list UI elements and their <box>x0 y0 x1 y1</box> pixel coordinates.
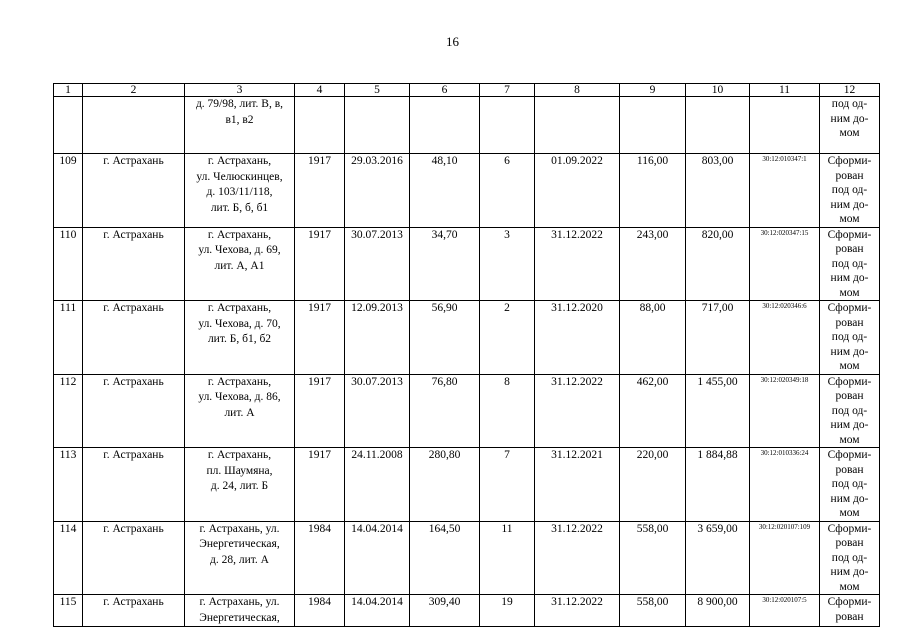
address-line: лит. А <box>224 406 255 419</box>
cell-address <box>185 448 295 522</box>
cell-date2 <box>535 97 620 154</box>
header-cell: 10 <box>686 84 750 97</box>
cell-status <box>820 301 880 375</box>
status-line: мом <box>839 360 860 372</box>
table-row <box>54 301 880 375</box>
cell-date1 <box>345 97 410 154</box>
status-line: Сформи- <box>827 375 872 388</box>
header-cell: 3 <box>185 84 295 97</box>
header-cell: 5 <box>345 84 410 97</box>
cell-cadastral: 30:12:020349:18 <box>750 374 820 448</box>
status-line: ним до- <box>830 272 869 284</box>
address-line: г. Астрахань, <box>207 302 272 314</box>
address-line: д. 103/11/118, <box>206 186 273 198</box>
address-line: в1, в2 <box>225 113 254 126</box>
status-line: Сформи- <box>827 522 872 535</box>
cell-address <box>185 301 295 375</box>
status-line: Сформи- <box>827 449 872 461</box>
status-line: под од- <box>831 404 868 417</box>
cell-area3 <box>686 97 750 154</box>
header-cell: 12 <box>820 84 880 97</box>
cell-area2: 243,00 <box>620 227 686 301</box>
status-line: ним до- <box>830 419 869 431</box>
status-line: мом <box>839 507 860 519</box>
cell-year: 1917 <box>295 154 345 228</box>
cell-area <box>410 97 480 154</box>
cell-count: 19 <box>480 595 535 627</box>
status-line: мом <box>839 213 860 225</box>
cell-cadastral: 30:12:010347:1 <box>750 154 820 228</box>
status-line: ним до- <box>830 112 869 125</box>
header-cell: 1 <box>54 84 83 97</box>
status-line: Сформи- <box>827 302 872 314</box>
cell-city: г. Астрахань <box>83 521 185 595</box>
cell-area3: 1 884,88 <box>686 448 750 522</box>
cell-area: 280,80 <box>410 448 480 522</box>
cell-cadastral <box>750 97 820 154</box>
cell-area: 56,90 <box>410 301 480 375</box>
cell-area3: 8 900,00 <box>686 595 750 627</box>
cell-cadastral: 30:12:020346:6 <box>750 301 820 375</box>
cell-area: 34,70 <box>410 227 480 301</box>
header-cell: 8 <box>535 84 620 97</box>
cell-address <box>185 595 295 627</box>
cell-area: 48,10 <box>410 154 480 228</box>
cell-city: г. Астрахань <box>83 374 185 448</box>
status-line: Сформи- <box>827 228 872 241</box>
table-row <box>54 227 880 301</box>
cell-area3: 3 659,00 <box>686 521 750 595</box>
cell-number: 114 <box>54 521 83 595</box>
cell-city: г. Астрахань <box>83 301 185 375</box>
cell-city: г. Астрахань <box>83 154 185 228</box>
cell-date1: 14.04.2014 <box>345 521 410 595</box>
cell-date1: 14.04.2014 <box>345 595 410 627</box>
address-line: д. 79/98, лит. В, в, <box>195 98 284 110</box>
cell-year: 1917 <box>295 374 345 448</box>
cell-status <box>820 595 880 627</box>
cell-date1: 12.09.2013 <box>345 301 410 375</box>
status-line: мом <box>839 127 860 139</box>
status-line: Сформи- <box>827 596 872 608</box>
cell-year: 1984 <box>295 521 345 595</box>
cell-date2: 31.12.2020 <box>535 301 620 375</box>
cell-count: 3 <box>480 227 535 301</box>
cell-number: 112 <box>54 374 83 448</box>
address-line: лит. Б, б1, б2 <box>207 333 272 345</box>
header-cell: 9 <box>620 84 686 97</box>
cell-status <box>820 154 880 228</box>
cell-area3: 820,00 <box>686 227 750 301</box>
cell-number: 115 <box>54 595 83 627</box>
cell-cadastral: 30:12:020347:15 <box>750 227 820 301</box>
status-line: под од- <box>831 257 868 270</box>
cell-count: 6 <box>480 154 535 228</box>
status-line: рован <box>835 610 864 623</box>
cell-date2: 31.12.2022 <box>535 227 620 301</box>
cell-number: 110 <box>54 227 83 301</box>
housing-table <box>53 83 880 627</box>
cell-count: 7 <box>480 448 535 522</box>
address-line: г. Астрахань, ул. <box>199 596 280 608</box>
status-line: под од- <box>831 184 868 196</box>
status-line: под од- <box>831 478 868 490</box>
cell-number <box>54 97 83 154</box>
cell-status <box>820 448 880 522</box>
cell-date1: 30.07.2013 <box>345 374 410 448</box>
cell-area2: 220,00 <box>620 448 686 522</box>
status-line: мом <box>839 433 860 446</box>
cell-address <box>185 227 295 301</box>
cell-status <box>820 521 880 595</box>
status-line: мом <box>839 286 860 299</box>
cell-year <box>295 97 345 154</box>
address-line: г. Астрахань, ул. <box>199 522 280 535</box>
table-row <box>54 521 880 595</box>
address-line: г. Астрахань, <box>207 449 272 461</box>
cell-date2: 31.12.2021 <box>535 448 620 522</box>
cell-city: г. Астрахань <box>83 227 185 301</box>
cell-cadastral: 30:12:020107:109 <box>750 521 820 595</box>
status-line: под од- <box>831 98 868 110</box>
cell-address <box>185 374 295 448</box>
status-line: мом <box>839 580 860 593</box>
cell-year: 1917 <box>295 227 345 301</box>
address-line: г. Астрахань, <box>207 375 272 388</box>
cell-area: 309,40 <box>410 595 480 627</box>
cell-cadastral: 30:12:020107:5 <box>750 595 820 627</box>
cell-city: г. Астрахань <box>83 448 185 522</box>
address-line: г. Астрахань, <box>207 228 272 241</box>
header-row <box>54 84 880 97</box>
cell-status <box>820 97 880 154</box>
cell-address <box>185 97 295 154</box>
cell-date2: 01.09.2022 <box>535 154 620 228</box>
cell-address <box>185 521 295 595</box>
status-line: Сформи- <box>827 155 872 167</box>
table-row <box>54 595 880 627</box>
cell-date1: 29.03.2016 <box>345 154 410 228</box>
status-line: ним до- <box>830 345 869 358</box>
cell-area: 164,50 <box>410 521 480 595</box>
cell-year: 1917 <box>295 448 345 522</box>
cell-area: 76,80 <box>410 374 480 448</box>
status-line: ним до- <box>830 198 869 211</box>
cell-area2: 558,00 <box>620 595 686 627</box>
cell-year: 1917 <box>295 301 345 375</box>
cell-number: 111 <box>54 301 83 375</box>
cell-status <box>820 227 880 301</box>
cell-cadastral: 30:12:010336:24 <box>750 448 820 522</box>
cell-area2: 116,00 <box>620 154 686 228</box>
address-line: лит. Б, б, б1 <box>210 201 269 214</box>
cell-area3: 803,00 <box>686 154 750 228</box>
status-line: ним до- <box>830 492 869 505</box>
address-line: д. 24, лит. Б <box>210 480 269 492</box>
status-line: рован <box>835 537 864 549</box>
status-line: рован <box>835 390 864 402</box>
table-row <box>54 448 880 522</box>
cell-area2: 462,00 <box>620 374 686 448</box>
cell-area2: 558,00 <box>620 521 686 595</box>
cell-date2: 31.12.2022 <box>535 374 620 448</box>
cell-date1: 24.11.2008 <box>345 448 410 522</box>
cell-area2 <box>620 97 686 154</box>
cell-count <box>480 97 535 154</box>
cell-number: 113 <box>54 448 83 522</box>
header-cell: 6 <box>410 84 480 97</box>
status-line: рован <box>835 169 864 182</box>
cell-count: 2 <box>480 301 535 375</box>
address-line: лит. А, А1 <box>214 259 265 272</box>
address-line: ул. Чехова, д. 70, <box>198 317 281 330</box>
address-line: пл. Шаумяна, <box>206 464 273 477</box>
header-cell: 7 <box>480 84 535 97</box>
status-line: под од- <box>831 551 868 564</box>
status-line: рован <box>835 463 864 476</box>
cell-count: 8 <box>480 374 535 448</box>
cell-date2: 31.12.2022 <box>535 521 620 595</box>
address-line: ул. Челюскинцев, <box>196 170 283 183</box>
cell-area3: 717,00 <box>686 301 750 375</box>
table-row <box>54 374 880 448</box>
cell-area3: 1 455,00 <box>686 374 750 448</box>
status-line: ним до- <box>830 566 869 578</box>
address-line: Энергетическая, <box>199 611 280 624</box>
address-line: г. Астрахань, <box>207 155 272 167</box>
status-line: рован <box>835 316 864 329</box>
continued-row <box>54 97 880 154</box>
cell-city <box>83 97 185 154</box>
cell-date1: 30.07.2013 <box>345 227 410 301</box>
cell-city: г. Астрахань <box>83 595 185 627</box>
header-cell: 2 <box>83 84 185 97</box>
cell-number: 109 <box>54 154 83 228</box>
header-cell: 11 <box>750 84 820 97</box>
cell-area2: 88,00 <box>620 301 686 375</box>
cell-count: 11 <box>480 521 535 595</box>
status-line: под од- <box>831 331 868 343</box>
cell-date2: 31.12.2022 <box>535 595 620 627</box>
address-line: д. 28, лит. А <box>210 553 269 566</box>
address-line: ул. Чехова, д. 86, <box>198 391 281 403</box>
page-number: 16 <box>446 34 459 49</box>
cell-status <box>820 374 880 448</box>
cell-address <box>185 154 295 228</box>
status-line: рован <box>835 243 864 255</box>
cell-year: 1984 <box>295 595 345 627</box>
table-row <box>54 154 880 228</box>
address-line: Энергетическая, <box>199 538 280 550</box>
header-cell: 4 <box>295 84 345 97</box>
address-line: ул. Чехова, д. 69, <box>198 244 281 256</box>
